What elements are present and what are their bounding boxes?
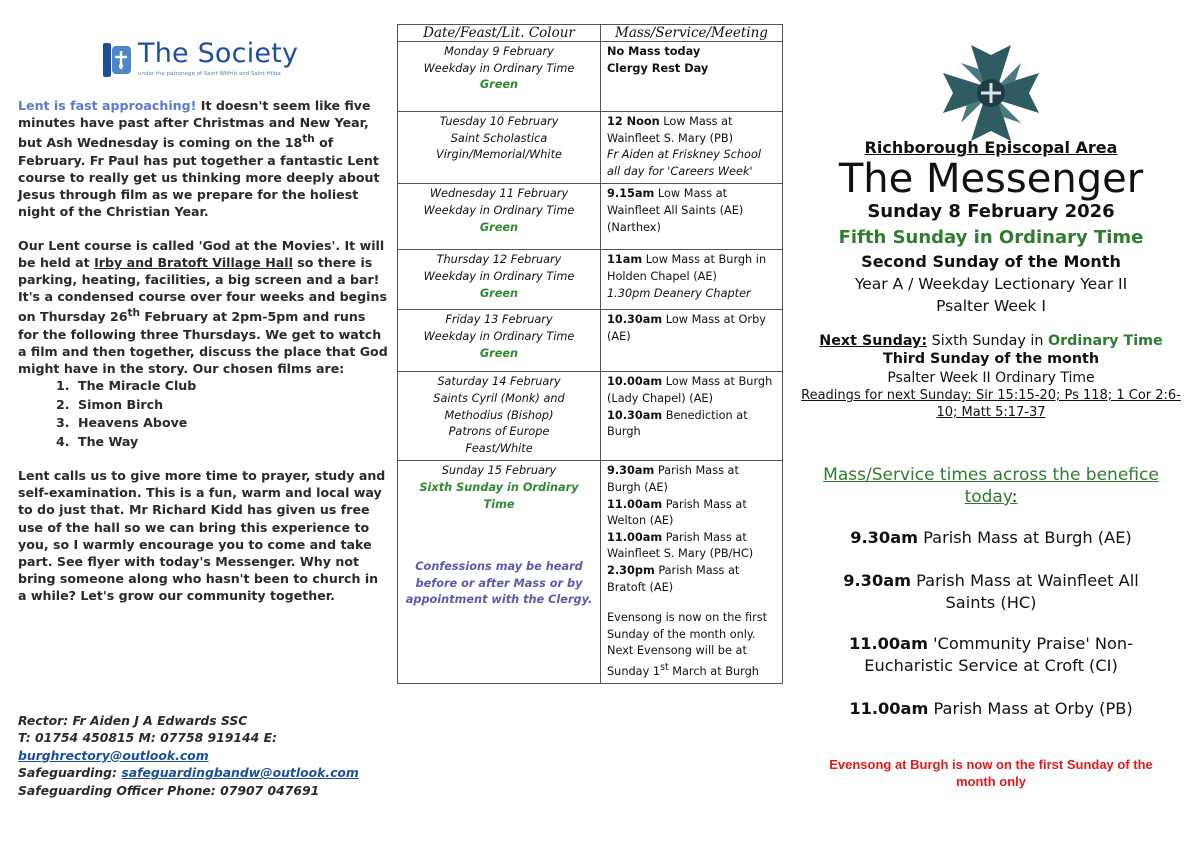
table-row: Tuesday 10 February Saint Scholastica Virgin/Memorial/White 12 Noon Low Mass at Wainfleet S. Mary (PB) Fr Aiden at Friskney School all day for 'Careers Week'	[398, 112, 783, 184]
lent-closing: Lent calls us to give more time to prayer, study and self-examination. This is a fun, warm and local way to do just that. Mr Richard Kidd has given us free use of the hall so we can bring this experience to you, so I warmly encourage you to come and take part. See flyer with today's Messenger. Why not bring someone along who hasn't been to church in a while? Let's grow our community together.	[18, 468, 386, 604]
contact-block	[18, 712, 388, 799]
film-list	[18, 377, 388, 451]
feast-name: Fifth Sunday in Ordinary Time	[838, 227, 1144, 248]
table-row: Monday 9 February Weekday in Ordinary Time Green No Mass today Clergy Rest Day	[398, 42, 783, 112]
table-header-row	[398, 25, 783, 42]
list-item: 1. The Miracle Club	[56, 378, 197, 394]
list-item: 3. Heavens Above	[56, 415, 188, 431]
table-row: Saturday 14 February Saints Cyril (Monk) and Methodius (Bishop) Patrons of Europe Feast/White 10.00am Low Mass at Burgh (Lady Chapel) (AE) 10.30am Benediction at Burgh	[398, 372, 783, 461]
psalter-week: Psalter Week I	[936, 297, 1046, 315]
next-readings: Readings for next Sunday: Sir 15:15-20; Ps 118; 1 Cor 2:6-10; Matt 5:17-37	[801, 388, 1181, 420]
list-item: 2. Simon Birch	[56, 396, 164, 412]
society-logo	[102, 38, 388, 78]
phone-line: T: 01754 450815 M: 07758 919144 E:	[18, 730, 277, 746]
lent-intro: Lent is fast approaching! It doesn't seem like five minutes have past after Christmas and New Year, but Ash Wednesday is coming on the 18th of February. Fr Paul has put together a fantastic Lent course to really get us thinking more deeply about Jesus through film as we prepare for the holiest night of the Christian Year.	[18, 98, 380, 220]
episcopal-area: Richborough Episcopal Area	[864, 138, 1118, 157]
society-name: The Society	[138, 38, 299, 69]
next-sunday: Next Sunday: Sixth Sunday in Ordinary Time	[819, 333, 1163, 349]
service-item: 9.30am Parish Mass at Wainfleet All Saints (HC)	[843, 571, 1139, 612]
next-psalter-week: Psalter Week II Ordinary Time	[887, 370, 1095, 386]
col-header-date: Date/Feast/Lit. Colour	[398, 25, 601, 42]
safeguarding-line: Safeguarding: safeguardingbandw@outlook.com	[18, 765, 359, 781]
episcopal-crest-icon	[936, 38, 1046, 148]
issue-date: Sunday 8 February 2026	[867, 201, 1115, 222]
rectory-email-link[interactable]: burghrectory@outlook.com	[18, 747, 209, 763]
table-row: Thursday 12 February Weekday in Ordinary Time Green 11am Low Mass at Burgh in Holden Chapel (AE) 1.30pm Deanery Chapter	[398, 250, 783, 310]
venue-name: Irby and Bratoft Village Hall	[94, 254, 293, 270]
lent-highlight: Lent is fast approaching!	[18, 98, 197, 113]
confessions-note: Confessions may be heard before or after Mass or by appointment with the Clergy.	[405, 560, 593, 607]
table-row: Friday 13 February Weekday in Ordinary Time Green 10.30am Low Mass at Orby (AE)	[398, 310, 783, 372]
table-row: Sunday 15 February Sixth Sunday in Ordinary Time Confessions may be heard before or after Mass or by appointment with the Clergy. 9.30am Parish Mass at Burgh (AE) 11.00am Parish Mass at Welton (AE) 11.00am Parish Mass at Wainfleet S. Mary (PB/HC) 2.30pm Parish Mass at Bratoft (AE) Evensong is now on the first Sunday of the month only. Next Evensong will be at Sunday 1st March at Burgh	[398, 461, 783, 684]
safeguarding-phone: Safeguarding Officer Phone: 07907 047691	[18, 782, 320, 798]
sunday-of-month: Second Sunday of the Month	[861, 252, 1121, 271]
service-item: 9.30am Parish Mass at Burgh (AE)	[850, 528, 1132, 547]
evensong-note-table: Evensong is now on the first Sunday of the month only. Next Evensong will be at Sunday 1st March at Burgh	[607, 611, 768, 678]
rector-line: Rector: Fr Aiden J A Edwards SSC	[18, 713, 248, 728]
lent-course: Our Lent course is called 'God at the Movies'. It will be held at Irby and Bratoft Village Hall so there is parking, heating, facilities, a big screen and a bar! It's a condensed course over four weeks and begins on Thursday 26th February at 2pm-5pm and runs for the following three Thursdays. We get to watch a film and then together, discuss the place that God might have in the story. Our chosen films are:	[18, 237, 388, 377]
col-header-mass: Mass/Service/Meeting	[601, 25, 783, 42]
list-item: 4. The Way	[56, 433, 139, 449]
page-title: The Messenger	[838, 156, 1144, 202]
next-sunday-of-month: Third Sunday of the month	[882, 351, 1100, 367]
service-times-heading: Mass/Service times across the benefice today:	[823, 465, 1159, 507]
society-tagline: under the patronage of Saint Wilfrid and Saint Hilda	[138, 71, 281, 77]
left-column	[18, 38, 388, 605]
service-item: 11.00am Parish Mass at Orby (PB)	[849, 699, 1133, 718]
service-item: 11.00am 'Community Praise' Non-Eucharistic Service at Croft (CI)	[848, 634, 1134, 675]
safeguarding-email-link[interactable]: safeguardingbandw@outlook.com	[121, 765, 359, 781]
society-emblem-icon	[102, 42, 132, 78]
table-row: Wednesday 11 February Weekday in Ordinary Time Green 9.15am Low Mass at Wainfleet All Saints (AE)(Narthex)	[398, 184, 783, 250]
evensong-notice: Evensong at Burgh is now on the first Sunday of the month only	[829, 757, 1153, 789]
weekly-schedule-table	[397, 24, 783, 684]
lectionary-year: Year A / Weekday Lectionary Year II	[854, 275, 1128, 293]
